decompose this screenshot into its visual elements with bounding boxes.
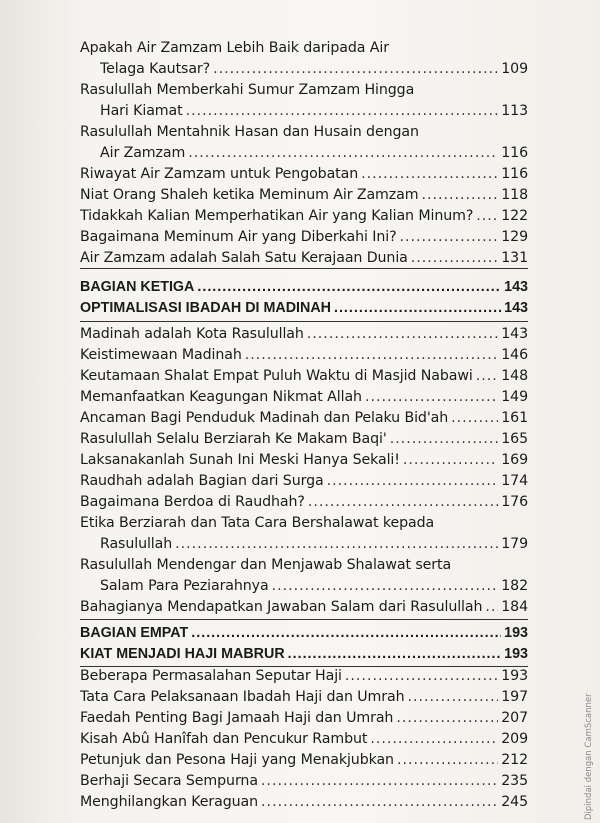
leader-dots bbox=[476, 206, 498, 227]
leader-dots bbox=[451, 408, 498, 429]
page-number: 179 bbox=[501, 536, 528, 552]
page-number: 122 bbox=[501, 208, 528, 224]
leader-dots bbox=[186, 101, 499, 122]
toc-entry[interactable] bbox=[80, 492, 528, 513]
page-number: 143 bbox=[504, 279, 528, 295]
entry-title: Memanfaatkan Keagungan Nikmat Allah bbox=[80, 389, 362, 405]
toc-entry[interactable] bbox=[80, 750, 528, 771]
leader-dots bbox=[308, 492, 498, 513]
page-number: 118 bbox=[501, 187, 528, 203]
toc-entry[interactable] bbox=[80, 729, 528, 750]
page-number: 176 bbox=[501, 494, 528, 510]
toc-entry[interactable] bbox=[80, 513, 528, 555]
entry-title: Menghilangkan Keraguan bbox=[80, 794, 259, 810]
entry-title: Faedah Penting Bagi Jamaah Haji dan Umrah bbox=[80, 710, 394, 726]
entry-title: Laksanakanlah Sunah Ini Meski Hanya Sekali! bbox=[80, 452, 400, 468]
entry-title: Tata Cara Pelaksanaan Ibadah Haji dan Umrah bbox=[80, 689, 405, 705]
leader-dots bbox=[370, 729, 498, 750]
entry-title: Bahagianya Mendapatkan Jawaban Salam dari Rasulullah bbox=[80, 599, 483, 615]
leader-dots bbox=[327, 471, 499, 492]
page-number: 109 bbox=[501, 61, 528, 77]
toc-entry[interactable] bbox=[80, 429, 528, 450]
section-label-text: BAGIAN EMPAT bbox=[80, 625, 189, 641]
toc-entry[interactable] bbox=[80, 185, 528, 206]
leader-dots bbox=[261, 771, 498, 792]
entry-title: Keutamaan Shalat Empat Puluh Waktu di Masjid Nabawi bbox=[80, 368, 473, 384]
toc-entry[interactable] bbox=[80, 792, 528, 813]
page-number: 116 bbox=[501, 166, 528, 182]
leader-dots bbox=[345, 666, 498, 687]
leader-dots bbox=[400, 227, 499, 248]
leader-dots bbox=[361, 164, 498, 185]
page-number: 129 bbox=[501, 229, 528, 245]
section-rule bbox=[80, 619, 528, 620]
page-number: 207 bbox=[501, 710, 528, 726]
entry-title-continued: Hari Kiamat bbox=[100, 103, 183, 119]
toc-entry[interactable] bbox=[80, 666, 528, 687]
entry-title: Rasulullah Mentahnik Hasan dan Husain dengan bbox=[80, 124, 419, 140]
leader-dots bbox=[175, 534, 498, 555]
entry-title: Rasulullah Mendengar dan Menjawab Shalawat serta bbox=[80, 557, 452, 573]
leader-dots bbox=[397, 750, 498, 771]
entry-title-continued: Air Zamzam bbox=[100, 145, 186, 161]
toc-entry[interactable] bbox=[80, 708, 528, 729]
leader-dots bbox=[245, 345, 498, 366]
entry-title: Etika Berziarah dan Tata Cara Bershalawat kepada bbox=[80, 515, 435, 531]
leader-dots bbox=[188, 143, 498, 164]
leader-dots bbox=[403, 450, 498, 471]
toc-entry[interactable] bbox=[80, 345, 528, 366]
page-number: 149 bbox=[501, 389, 528, 405]
entry-title: Niat Orang Shaleh ketika Meminum Air Zamzam bbox=[80, 187, 419, 203]
toc-entry[interactable] bbox=[80, 450, 528, 471]
leader-dots bbox=[261, 792, 498, 813]
leader-dots bbox=[307, 324, 498, 345]
page-number: 174 bbox=[501, 473, 528, 489]
toc-entry[interactable] bbox=[80, 324, 528, 345]
entry-title: Ancaman Bagi Penduduk Madinah dan Pelaku Bid'ah bbox=[80, 410, 449, 426]
entry-title: Keistimewaan Madinah bbox=[80, 347, 242, 363]
toc-entry[interactable] bbox=[80, 771, 528, 792]
leader-dots bbox=[476, 366, 499, 387]
entry-title-continued: Telaga Kautsar? bbox=[100, 61, 211, 77]
section-rule bbox=[80, 268, 528, 269]
leader-dots bbox=[365, 387, 498, 408]
page-number: 193 bbox=[501, 668, 528, 684]
entry-title: Beberapa Permasalahan Seputar Haji bbox=[80, 668, 342, 684]
page-number: 193 bbox=[504, 625, 528, 641]
page-number: 209 bbox=[501, 731, 528, 747]
toc-entry[interactable] bbox=[80, 248, 528, 269]
toc-entry[interactable] bbox=[80, 387, 528, 408]
entry-title: Bagaimana Meminum Air yang Diberkahi Ini? bbox=[80, 229, 397, 245]
leader-dots bbox=[213, 59, 498, 80]
page-number: 169 bbox=[501, 452, 528, 468]
toc-entry[interactable] bbox=[80, 555, 528, 597]
page-number: 143 bbox=[504, 300, 528, 316]
entry-title: Raudhah adalah Bagian dari Surga bbox=[80, 473, 324, 489]
leader-dots bbox=[288, 644, 501, 665]
section-title-text: OPTIMALISASI IBADAH DI MADINAH bbox=[80, 300, 331, 316]
section-rule bbox=[80, 321, 528, 322]
leader-dots bbox=[485, 597, 498, 618]
leader-dots bbox=[334, 298, 501, 319]
entry-title-continued: Rasulullah bbox=[100, 536, 173, 552]
page-number: 235 bbox=[501, 773, 528, 789]
section-title[interactable] bbox=[80, 298, 528, 319]
entry-title: Kisah Abû Hanîfah dan Pencukur Rambut bbox=[80, 731, 368, 747]
entry-title: Madinah adalah Kota Rasulullah bbox=[80, 326, 304, 342]
section-label[interactable] bbox=[80, 277, 528, 298]
entry-title-continued: Salam Para Peziarahnya bbox=[100, 578, 269, 594]
page-number: 182 bbox=[501, 578, 528, 594]
section-title[interactable] bbox=[80, 644, 528, 665]
page-number: 148 bbox=[501, 368, 528, 384]
page-number: 161 bbox=[501, 410, 528, 426]
section-label[interactable] bbox=[80, 623, 528, 644]
toc-entry[interactable] bbox=[80, 206, 528, 227]
page-number: 212 bbox=[501, 752, 528, 768]
leader-dots bbox=[390, 429, 499, 450]
page-number: 116 bbox=[501, 145, 528, 161]
leader-dots bbox=[272, 576, 499, 597]
leader-dots bbox=[396, 708, 498, 729]
toc-entry[interactable] bbox=[80, 471, 528, 492]
toc-entry[interactable] bbox=[80, 366, 528, 387]
toc-entry[interactable] bbox=[80, 80, 528, 122]
toc-entry[interactable] bbox=[80, 164, 528, 185]
toc-entry[interactable] bbox=[80, 227, 528, 248]
section-title-text: KIAT MENJADI HAJI MABRUR bbox=[80, 646, 285, 662]
entry-title: Tidakkah Kalian Memperhatikan Air yang Kalian Minum? bbox=[80, 208, 474, 224]
entry-title: Rasulullah Selalu Berziarah Ke Makam Baqi' bbox=[80, 431, 387, 447]
toc-entry[interactable] bbox=[80, 408, 528, 429]
section-label-text: BAGIAN KETIGA bbox=[80, 279, 195, 295]
toc-entry[interactable] bbox=[80, 38, 528, 80]
toc-entry[interactable] bbox=[80, 597, 528, 618]
page-number: 197 bbox=[501, 689, 528, 705]
page-number: 143 bbox=[501, 326, 528, 342]
entry-title: Bagaimana Berdoa di Raudhah? bbox=[80, 494, 305, 510]
entry-title: Air Zamzam adalah Salah Satu Kerajaan Dunia bbox=[80, 250, 408, 266]
page-number: 113 bbox=[501, 103, 528, 119]
entry-title: Apakah Air Zamzam Lebih Baik daripada Air bbox=[80, 40, 389, 56]
entry-title: Rasulullah Memberkahi Sumur Zamzam Hingga bbox=[80, 82, 415, 98]
page-number: 184 bbox=[501, 599, 528, 615]
toc-entry[interactable] bbox=[80, 122, 528, 164]
page-number: 165 bbox=[501, 431, 528, 447]
leader-dots bbox=[411, 248, 498, 269]
leader-dots bbox=[407, 687, 498, 708]
page-number: 245 bbox=[501, 794, 528, 810]
leader-dots bbox=[197, 277, 501, 298]
page-number: 146 bbox=[501, 347, 528, 363]
page-number: 193 bbox=[504, 646, 528, 662]
scanner-watermark: Dipindai dengan CamScanner bbox=[584, 693, 594, 820]
leader-dots bbox=[191, 623, 501, 644]
leader-dots bbox=[421, 185, 498, 206]
page-number: 131 bbox=[501, 250, 528, 266]
toc-entry[interactable] bbox=[80, 687, 528, 708]
entry-title: Riwayat Air Zamzam untuk Pengobatan bbox=[80, 166, 359, 182]
entry-title: Petunjuk dan Pesona Haji yang Menakjubkan bbox=[80, 752, 394, 768]
entry-title: Berhaji Secara Sempurna bbox=[80, 773, 258, 789]
